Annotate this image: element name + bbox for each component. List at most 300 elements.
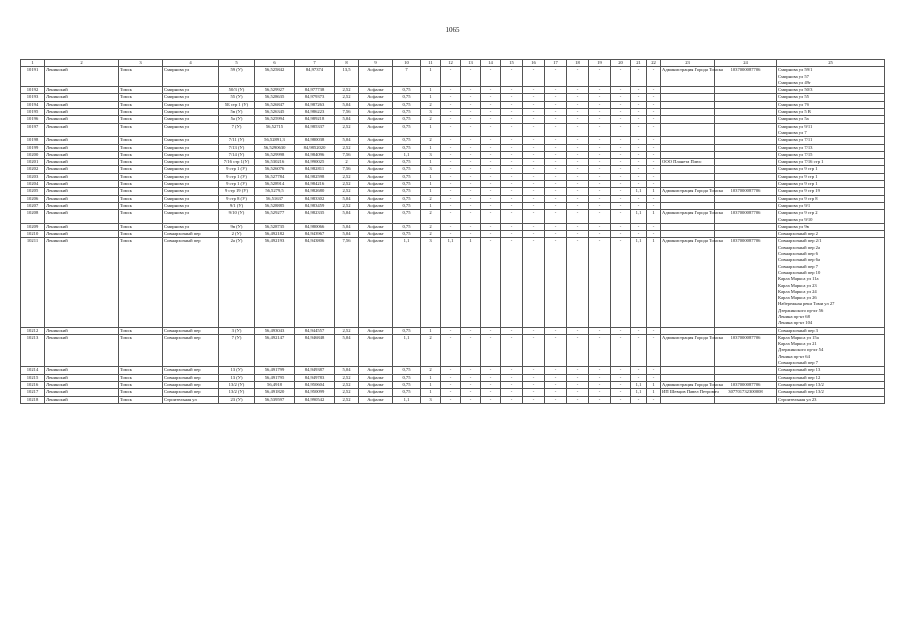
table-cell: -: [481, 334, 501, 366]
table-cell: -: [545, 166, 567, 173]
table-cell: 2: [421, 210, 441, 224]
table-cell: -: [567, 94, 589, 101]
table-cell: 1: [461, 238, 481, 327]
table-cell: 0,75: [393, 173, 421, 180]
table-cell: 5,04: [335, 210, 359, 224]
table-cell: -: [501, 144, 523, 151]
table-cell: Томск: [119, 67, 163, 87]
table-cell: 56,529277: [255, 210, 295, 224]
table-cell: -: [441, 210, 461, 224]
table-cell: 1: [421, 381, 441, 388]
table-cell: -: [481, 123, 501, 137]
table-cell: -: [441, 101, 461, 108]
related-address: Совнархозный пер 10: [778, 269, 821, 275]
table-cell: 7,56: [335, 109, 359, 116]
table-cell: 84,982680: [295, 188, 335, 195]
table-cell: [715, 123, 777, 137]
table-cell: 10206: [21, 195, 45, 202]
table-cell: 1,1: [631, 238, 647, 327]
table-cell: Асфальт: [359, 159, 393, 166]
table-cell: -: [461, 202, 481, 209]
table-cell: Томск: [119, 159, 163, 166]
column-header: 2: [45, 60, 119, 67]
table-cell: -: [611, 381, 631, 388]
table-cell: Совнархозный пер: [163, 389, 219, 396]
table-cell: -: [611, 223, 631, 230]
related-addresses-cell: [777, 166, 885, 173]
table-cell: -: [611, 87, 631, 94]
table-cell: -: [545, 173, 567, 180]
table-cell: -: [567, 210, 589, 224]
table-cell: -: [481, 166, 501, 173]
related-address: Дзержинского пр-кт 56: [778, 307, 824, 313]
related-addresses-cell: [777, 389, 885, 396]
table-cell: Ленинский: [45, 116, 119, 123]
table-cell: -: [567, 202, 589, 209]
table-cell: -: [631, 87, 647, 94]
table-cell: -: [523, 188, 545, 195]
table-row: [21, 396, 885, 403]
table-cell: -: [631, 67, 647, 87]
table-cell: Ленинский: [45, 374, 119, 381]
table-cell: [661, 137, 715, 144]
table-cell: 13/2 (У): [219, 389, 255, 396]
column-header: 4: [163, 60, 219, 67]
table-cell: Смирнова ул: [163, 195, 219, 202]
table-cell: -: [631, 109, 647, 116]
table-cell: -: [647, 67, 661, 87]
table-cell: -: [545, 202, 567, 209]
table-cell: -: [523, 396, 545, 403]
table-row: [21, 195, 885, 202]
table-cell: -: [501, 327, 523, 334]
table-cell: 0,75: [393, 223, 421, 230]
table-row: [21, 123, 885, 137]
table-cell: -: [545, 367, 567, 374]
table-cell: Томск: [119, 166, 163, 173]
table-cell: 56,491799: [255, 367, 295, 374]
table-cell: -: [611, 116, 631, 123]
column-header: 22: [647, 60, 661, 67]
table-cell: -: [611, 137, 631, 144]
table-cell: 84,944557: [295, 327, 335, 334]
column-header: 7: [295, 60, 335, 67]
table-cell: -: [567, 396, 589, 403]
table-cell: Ленинский: [45, 144, 119, 151]
table-cell: -: [523, 94, 545, 101]
table-cell: Смирнова ул: [163, 181, 219, 188]
table-row: [21, 94, 885, 101]
table-cell: 56,5290630: [255, 144, 295, 151]
table-cell: [715, 327, 777, 334]
related-addresses-cell: [777, 195, 885, 202]
table-cell: -: [501, 334, 523, 366]
table-cell: 2,52: [335, 173, 359, 180]
table-cell: Томск: [119, 94, 163, 101]
table-cell: -: [501, 151, 523, 158]
table-cell: -: [461, 144, 481, 151]
table-cell: -: [589, 188, 611, 195]
table-cell: [715, 94, 777, 101]
related-address: Совнархозный пер 2а: [778, 244, 820, 250]
table-cell: [715, 231, 777, 238]
column-header: 1: [21, 60, 45, 67]
table-cell: [715, 151, 777, 158]
table-cell: -: [523, 210, 545, 224]
table-cell: -: [461, 389, 481, 396]
table-cell: -: [481, 367, 501, 374]
table-cell: [715, 101, 777, 108]
table-cell: 2: [421, 367, 441, 374]
table-cell: -: [441, 381, 461, 388]
table-cell: Администрация Города Томска: [661, 210, 715, 224]
table-cell: 1,1: [393, 238, 421, 327]
table-row: [21, 137, 885, 144]
table-cell: -: [631, 123, 647, 137]
table-cell: -: [441, 144, 461, 151]
table-cell: -: [631, 223, 647, 230]
table-cell: -: [545, 87, 567, 94]
table-cell: -: [461, 151, 481, 158]
table-cell: 10208: [21, 210, 45, 224]
table-cell: -: [441, 151, 461, 158]
table-cell: -: [611, 195, 631, 202]
table-cell: Асфальт: [359, 188, 393, 195]
table-cell: 84,984096: [295, 151, 335, 158]
table-cell: -: [647, 202, 661, 209]
table-cell: -: [481, 188, 501, 195]
table-row: [21, 223, 885, 230]
related-addresses-cell: [777, 334, 885, 366]
table-cell: 10202: [21, 166, 45, 173]
related-addresses-cell: [777, 94, 885, 101]
table-cell: Совнархозный пер: [163, 238, 219, 327]
table-cell: -: [481, 381, 501, 388]
related-address: Ленина пр-кт 64: [778, 353, 810, 359]
table-cell: 7/13 (У): [219, 144, 255, 151]
table-cell: 0,75: [393, 195, 421, 202]
related-address: Совнархозный пер 7: [778, 360, 818, 366]
table-cell: -: [647, 327, 661, 334]
related-address: Карла Маркса ул 21: [778, 341, 817, 347]
table-cell: 56,52715: [255, 123, 295, 137]
table-cell: -: [523, 381, 545, 388]
table-cell: 0,75: [393, 231, 421, 238]
table-cell: -: [589, 173, 611, 180]
table-cell: -: [501, 389, 523, 396]
table-cell: 56,491820: [255, 389, 295, 396]
table-cell: -: [461, 396, 481, 403]
column-header: 20: [611, 60, 631, 67]
table-cell: 10215: [21, 374, 45, 381]
related-address: Смирнова ул 9 стр 19: [778, 188, 820, 194]
related-addresses-cell: [777, 67, 885, 87]
table-cell: [661, 195, 715, 202]
table-cell: Совнархозный пер: [163, 367, 219, 374]
table-cell: 84,946848: [295, 334, 335, 366]
table-cell: -: [589, 116, 611, 123]
table-cell: -: [501, 109, 523, 116]
table-cell: -: [589, 159, 611, 166]
table-cell: 0,75: [393, 210, 421, 224]
table-cell: [715, 223, 777, 230]
table-cell: Смирнова ул: [163, 210, 219, 224]
table-cell: ИП Шевцов Павел Петрович: [662, 389, 719, 395]
table-cell: Томск: [119, 327, 163, 334]
table-cell: 0,75: [393, 159, 421, 166]
table-cell: -: [481, 210, 501, 224]
table-cell: 0,75: [393, 87, 421, 94]
table-cell: Томск: [119, 151, 163, 158]
table-cell: -: [441, 231, 461, 238]
table-cell: 1,1: [393, 334, 421, 366]
table-cell: -: [647, 181, 661, 188]
table-cell: Смирнова ул: [163, 166, 219, 173]
table-cell: -: [631, 327, 647, 334]
related-addresses-cell: [777, 109, 885, 116]
table-cell: 1: [421, 327, 441, 334]
table-cell: -: [523, 101, 545, 108]
table-cell: -: [545, 116, 567, 123]
table-cell: 56,528635: [255, 94, 295, 101]
related-address: Карла Маркса ул 15а: [778, 334, 819, 340]
table-cell: -: [481, 173, 501, 180]
table-cell: 56,526076: [255, 166, 295, 173]
related-address: Карла Маркса ул 24: [778, 288, 817, 294]
table-cell: 10197: [21, 123, 45, 137]
table-cell: -: [545, 374, 567, 381]
table-cell: -: [647, 94, 661, 101]
table-cell: 5,04: [335, 137, 359, 144]
table-cell: [715, 396, 777, 403]
table-cell: 3: [421, 151, 441, 158]
table-cell: -: [611, 181, 631, 188]
related-address: Смирнова ул 9 стр 1: [778, 166, 818, 172]
table-cell: 56,526345: [255, 109, 295, 116]
related-address: Смирнова ул 9 стр 8: [778, 195, 818, 201]
table-cell: 9в (У): [219, 223, 255, 230]
related-address: Смирнова ул 5 В: [778, 109, 811, 115]
column-header: 24: [715, 60, 777, 67]
related-address: Смирнова ул 7/15: [778, 151, 813, 157]
table-cell: -: [461, 223, 481, 230]
column-header: 15: [501, 60, 523, 67]
table-cell: 9 стр 1 (У): [219, 181, 255, 188]
table-cell: 1037000087706: [715, 381, 777, 388]
table-cell: Томск: [119, 173, 163, 180]
related-address: Совнархозный пер 3: [778, 327, 818, 333]
table-cell: -: [611, 94, 631, 101]
table-cell: -: [647, 231, 661, 238]
related-address: Смирнова ул 9/11: [778, 123, 813, 129]
table-cell: -: [545, 144, 567, 151]
table-cell: 1,1: [631, 381, 647, 388]
table-cell: 2: [421, 101, 441, 108]
table-cell: [661, 367, 715, 374]
table-cell: -: [631, 94, 647, 101]
table-cell: -: [589, 202, 611, 209]
table-cell: -: [481, 223, 501, 230]
table-cell: 55 (У): [219, 94, 255, 101]
table-cell: -: [523, 238, 545, 327]
table-row: [21, 374, 885, 381]
table-cell: -: [461, 188, 481, 195]
table-cell: -: [523, 87, 545, 94]
table-cell: -: [461, 101, 481, 108]
table-cell: -: [567, 327, 589, 334]
table-cell: -: [631, 181, 647, 188]
table-cell: 2,52: [335, 381, 359, 388]
table-cell: 13 (У): [219, 374, 255, 381]
table-cell: 84,982811: [295, 166, 335, 173]
table-cell: Асфальт: [359, 181, 393, 188]
table-cell: 3: [421, 166, 441, 173]
table-cell: -: [567, 101, 589, 108]
table-cell: -: [481, 327, 501, 334]
table-cell: -: [523, 231, 545, 238]
table-row: [21, 159, 885, 166]
table-cell: -: [501, 231, 523, 238]
related-address: Дзержинского пр-кт 54: [778, 347, 824, 353]
table-cell: 56,51637: [255, 195, 295, 202]
table-cell: -: [611, 166, 631, 173]
table-cell: Ленинский: [45, 238, 119, 327]
table-cell: -: [501, 374, 523, 381]
related-addresses-cell: [777, 327, 885, 334]
table-cell: [661, 327, 715, 334]
table-cell: -: [567, 173, 589, 180]
table-cell: 0,75: [393, 166, 421, 173]
table-cell: Асфальт: [359, 381, 393, 388]
table-cell: 1037000087706: [715, 210, 777, 224]
table-cell: Ленинский: [45, 67, 119, 87]
table-cell: 7/16 стр 1(У): [219, 159, 255, 166]
table-cell: -: [647, 151, 661, 158]
related-address: Смирнова ул 49г: [778, 79, 811, 85]
table-cell: 1: [647, 389, 661, 396]
table-cell: 84,990025: [295, 159, 335, 166]
table-cell: [661, 94, 715, 101]
table-cell: 10217: [21, 389, 45, 396]
table-cell: -: [501, 396, 523, 403]
table-cell: -: [631, 137, 647, 144]
table-cell: -: [647, 87, 661, 94]
table-cell: -: [567, 195, 589, 202]
table-cell: -: [631, 159, 647, 166]
table-cell: -: [611, 238, 631, 327]
table-cell: -: [523, 159, 545, 166]
table-cell: Асфальт: [359, 238, 393, 327]
header-row: [21, 60, 885, 67]
table-cell: -: [461, 116, 481, 123]
table-cell: -: [441, 188, 461, 195]
table-cell: 1: [421, 94, 441, 101]
table-cell: Асфальт: [359, 166, 393, 173]
table-cell: -: [631, 374, 647, 381]
table-cell: 0,75: [393, 109, 421, 116]
table-cell: -: [611, 159, 631, 166]
table-cell: Асфальт: [359, 101, 393, 108]
table-row: [21, 389, 885, 396]
table-row: [21, 367, 885, 374]
table-cell: -: [481, 389, 501, 396]
table-cell: -: [441, 123, 461, 137]
column-header: 6: [255, 60, 295, 67]
table-cell: 5Б стр 1 (У): [219, 101, 255, 108]
table-cell: 56,492147: [255, 334, 295, 366]
table-cell: -: [481, 151, 501, 158]
table-cell: Томск: [119, 137, 163, 144]
table-cell: -: [441, 327, 461, 334]
table-cell: 10191: [21, 67, 45, 87]
table-cell: 56,528885: [255, 202, 295, 209]
table-cell: -: [545, 231, 567, 238]
table-cell: -: [611, 334, 631, 366]
table-cell: 1,1: [441, 238, 461, 327]
related-address: Совнархозный пер 6: [778, 251, 818, 257]
table-cell: Ленинский: [45, 334, 119, 366]
table-cell: 84,984216: [295, 181, 335, 188]
table-cell: -: [501, 367, 523, 374]
table-cell: Томск: [119, 123, 163, 137]
column-header: 19: [589, 60, 611, 67]
table-cell: -: [567, 151, 589, 158]
table-cell: -: [481, 109, 501, 116]
column-header: 12: [441, 60, 461, 67]
table-cell: 5,04: [335, 334, 359, 366]
related-address: Совнархозный пер 2/1: [778, 238, 822, 244]
table-cell: 84,949387: [295, 367, 335, 374]
table-cell: Администрация Города Томска: [661, 334, 715, 366]
table-row: [21, 109, 885, 116]
table-row: [21, 238, 885, 327]
table-cell: Асфальт: [359, 67, 393, 87]
table-cell: -: [481, 94, 501, 101]
table-cell: -: [567, 67, 589, 87]
table-cell: 10196: [21, 116, 45, 123]
table-cell: -: [545, 381, 567, 388]
table-cell: -: [611, 188, 631, 195]
table-cell: 5,04: [335, 223, 359, 230]
table-cell: -: [461, 231, 481, 238]
table-cell: Ленинский: [45, 367, 119, 374]
table-row: [21, 381, 885, 388]
table-cell: 2: [421, 137, 441, 144]
table-row: [21, 116, 885, 123]
table-cell: Томск: [119, 144, 163, 151]
table-cell: Ленинский: [45, 173, 119, 180]
related-addresses-cell: [777, 223, 885, 230]
table-cell: Ленинский: [45, 210, 119, 224]
table-cell: Смирнова ул: [163, 159, 219, 166]
related-address: Смирнова ул 55: [778, 94, 809, 100]
table-cell: 0,75: [393, 123, 421, 137]
table-cell: -: [567, 137, 589, 144]
table-cell: -: [631, 166, 647, 173]
table-row: [21, 166, 885, 173]
table-cell: -: [481, 238, 501, 327]
table-row: [21, 210, 885, 224]
table-cell: Ленинский: [45, 159, 119, 166]
table-cell: 84,979373: [295, 94, 335, 101]
table-cell: [661, 166, 715, 173]
table-cell: -: [461, 181, 481, 188]
table-cell: -: [523, 166, 545, 173]
table-cell: -: [441, 334, 461, 366]
table-cell: Асфальт: [359, 94, 393, 101]
table-cell: -: [567, 367, 589, 374]
related-address: Совнархозный пер 2: [778, 231, 818, 237]
